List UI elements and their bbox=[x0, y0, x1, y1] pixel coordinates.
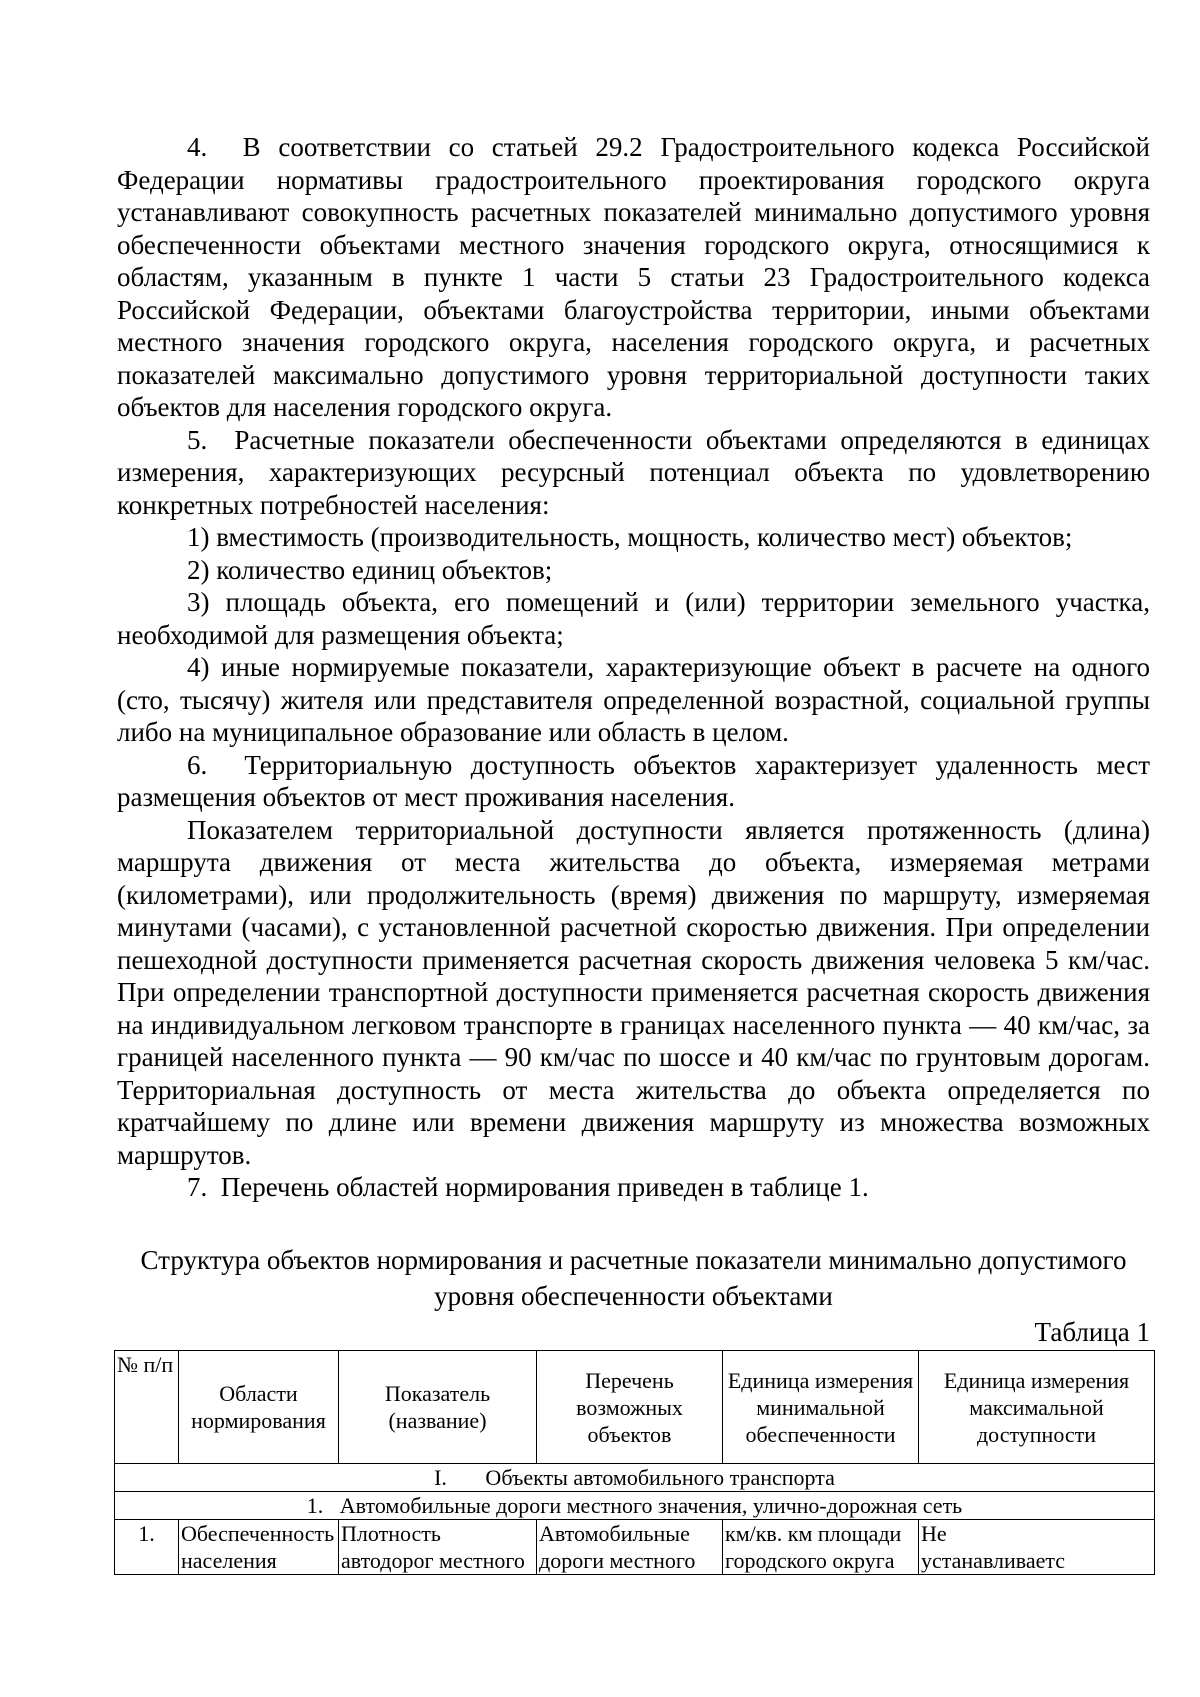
cell-area bbox=[179, 1520, 339, 1575]
cell-indicator-line-2: автодорог местного bbox=[341, 1548, 525, 1573]
table-row bbox=[115, 1520, 1155, 1575]
table-title: Структура объектов нормирования и расчетные показатели минимально допустимого уровня обеспеченности объектами bbox=[140, 1245, 1127, 1311]
subsection-heading: 1. Автомобильные дороги местного значения, улично-дорожная сеть bbox=[115, 1492, 1155, 1520]
header-area: Области нормирования bbox=[179, 1351, 339, 1464]
paragraph-5: 5. Расчетные показатели обеспеченности объектами определяются в единицах измерения, характеризующих ресурсный потенциал объекта по удовлетворению конкретных потребностей населения: bbox=[117, 424, 1150, 520]
cell-objects bbox=[537, 1520, 723, 1575]
subsection-row bbox=[115, 1492, 1155, 1520]
list-item-4: 4) иные нормируемые показатели, характеризующие объект в расчете на одного (сто, тысячу) жителя или представителя определенной возрастной, социальной группы либо на муниципальное образование или область в целом. bbox=[117, 652, 1150, 747]
paragraph-6: 6. Территориальную доступность объектов характеризует удаленность мест размещения объектов от мест проживания населения. bbox=[117, 749, 1150, 812]
cell-indicator-line-1: Плотность bbox=[341, 1521, 441, 1546]
cell-unit-max-line-1: Не bbox=[921, 1521, 947, 1546]
section-row bbox=[115, 1464, 1155, 1492]
cell-unit-min bbox=[723, 1520, 919, 1575]
norm-table bbox=[114, 1350, 1155, 1575]
cell-objects-line-2: дороги местного bbox=[539, 1548, 696, 1573]
cell-unit-min-line-1: км/кв. км площади bbox=[725, 1521, 902, 1546]
header-unit-max: Единица измерения максимальной доступности bbox=[919, 1351, 1155, 1464]
cell-unit-max-line-2: устанавливаетс bbox=[921, 1548, 1066, 1573]
cell-area-line-1: Обеспеченность bbox=[181, 1521, 335, 1546]
table-label: Таблица 1 bbox=[1034, 1317, 1150, 1347]
paragraph-7: 7. Перечень областей нормирования приведен в таблице 1. bbox=[187, 1172, 869, 1202]
list-item-3: 3) площадь объекта, его помещений и (или) территории земельного участка, необходимой для размещения объекта; bbox=[117, 587, 1150, 650]
section-heading: I. Объекты автомобильного транспорта bbox=[115, 1464, 1155, 1492]
paragraph-6-detail: Показателем территориальной доступности является протяженность (длина) маршрута движения от места жительства до объекта, измеряемая метрами (километрами), или продолжительность (время) движения по маршруту, измеряемая минутами (часами), с установленной расчетной скоростью движения. При определении пешеходной доступности применяется расчетная скорость движения человека 5 км/час. При определении транспортной доступности применяется расчетная скорость движения на индивидуальном легковом транспорте в границах населенного пункта — 40 км/час, за границей населенного пункта — 90 км/час по шоссе и 40 км/час по грунтовым дорогам. Территориальная доступность от места жительства до объекта определяется по кратчайшему по длине или времени движения маршруту из множества возможных маршрутов. bbox=[117, 814, 1150, 1170]
header-objects: Перечень возможных объектов bbox=[537, 1351, 723, 1464]
cell-unit-max bbox=[919, 1520, 1155, 1575]
cell-objects-line-1: Автомобильные bbox=[539, 1521, 690, 1546]
cell-unit-min-line-2: городского округа bbox=[725, 1548, 895, 1573]
header-number: № п/п bbox=[115, 1351, 179, 1464]
header-indicator: Показатель (название) bbox=[339, 1351, 537, 1464]
paragraph-4: 4. В соответствии со статьей 29.2 Градостроительного кодекса Российской Федерации нормативы градостроительного проектирования городского округа устанавливают совокупность расчетных показателей минимально допустимого уровня обеспеченности объектами местного значения городского округа, относящимися к областям, указанным в пункте 1 части 5 статьи 23 Градостроительного кодекса Российской Федерации, объектами благоустройства территории, иными объектами местного значения городского округа, населения городского округа, и расчетных показателей максимально допустимого уровня территориальной доступности таких объектов для населения городского округа. bbox=[117, 132, 1150, 422]
list-item-2: 2) количество единиц объектов; bbox=[187, 554, 553, 585]
cell-area-line-2: населения bbox=[181, 1548, 277, 1573]
cell-number: 1. bbox=[115, 1520, 179, 1575]
body-text bbox=[117, 131, 1150, 1204]
header-unit-min: Единица измерения минимальной обеспеченности bbox=[723, 1351, 919, 1464]
list-item-1: 1) вместимость (производительность, мощность, количество мест) объектов; bbox=[187, 522, 1073, 552]
cell-indicator bbox=[339, 1520, 537, 1575]
table-header-row bbox=[115, 1351, 1155, 1464]
